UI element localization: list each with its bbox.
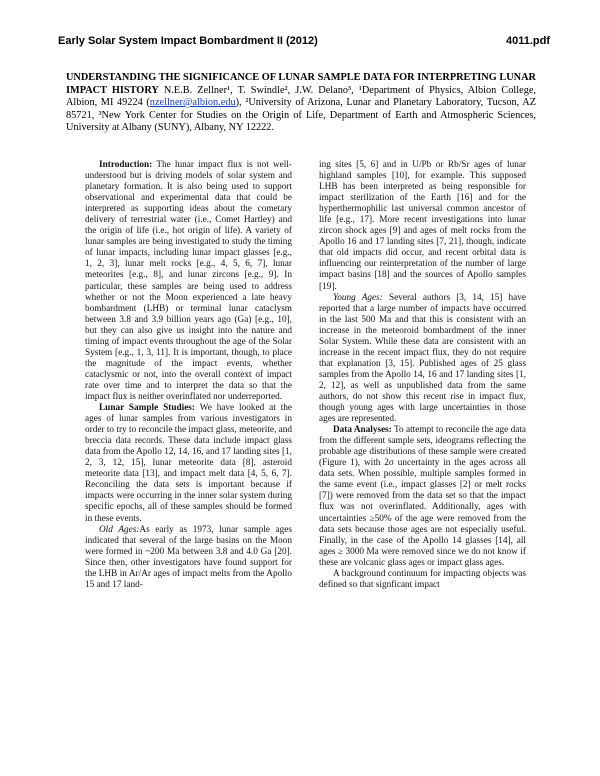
young-ages-text: Several authors [3, 14, 15] have reported that a large number of impacts have occurred in the last 500 Ma and that this is consistent with an increase in the meteoroid bombardment of the inner Solar System. While these data are consistent with an increase in the recent impact flux, they do not require that explanation [3, 15]. Published ages of 25 glass samples from the Apollo 14, 16 and 17 landing sites [1, 2, 12], as well as unpublished data from the same authors, do not show this recent rise in impact flux, though young ages with large uncertainties in those ages are represented. [319,292,526,425]
right-column [319,160,526,591]
author-email-link[interactable]: nzellner@albion.edu [149,97,236,109]
paper-title: UNDERSTANDING THE SIGNIFICANCE OF LUNAR SAMPLE DATA FOR INTERPRETING LUNAR IMPACT HISTORY [66,72,536,96]
analyses-text: To attempt to reconcile the age data from the different sample sets, ideograms reflecting the probable age distributions of these sample were created (Figure 1), with 2σ uncertainty in the ages across all data sets. When possible, multiple samples formed in the same event (i.e., impact glasses [2] or melt rocks [7]) were removed from the data set so that the impact flux was not overinflated. Additionally, ages with uncertainties ≥50% of the age were removed from the data sets because those ages are not especially useful. Finally, in the case of the Apollo 14 glasses [14], all ages ≥ 3000 Ma were removed since we do not know if these are volcanic glass ages or impact glass ages. [319,425,526,568]
old-ages-heading: Old Ages: [99,524,140,535]
young-ages-paragraph [319,293,526,426]
authors: N.E.B. Zellner¹, T. Swindle², J.W. Delano³, ¹Department of Physics, Albion College, Albion, MI 49224 ( [66,84,536,109]
intro-text: The lunar impact flux is not well-understood but is driving models of solar system and planetary formation. It is also being used to support observational and experimental data that could be interpreted as supporting ideas about the cometary delivery of terrestrial water (i.e., Comet Hartley) and the origin of life (i.e., hot origin of life). A variety of lunar samples are being investigated to study the timing of lunar impacts, including lunar impact glasses [e.g., 1, 2, 3], lunar melt rocks [e.g., 4, 5, 6, 7], lunar meteorites [e.g., 8], and lunar zircons [e.g., 9]. In particular, these samples are being used to address whether or not the Moon experienced a late heavy bombardment (LHB) or terminal lunar cataclysm between 3.8 and 3.9 billion years ago (Ga) [e.g., 10], but they can also give us insight into the nature and timing of impact events throughout the age of the Solar System [e.g., 1, 3, 11]. It is important, though, to place the magnitude of the impact events, whether cataclysmic or not, into the overall context of impact rate over time and to interpret the data so that the impact flux is neither overinflated nor underreported. [85,160,292,402]
intro-heading: Introduction: [99,160,153,170]
old-ages-continued: ing sites [5, 6] and in U/Pb or Rb/Sr ages of lunar highland samples [10], for example. This supposed LHB has been interpreted as being responsible for impact sterilization of the Earth [16] and for the hyperthermophilic last universal common ancestor of life [e.g., 17]. More recent investigations into lunar zircon shock ages [9] and ages of melt rocks from the Apollo 16 and 17 landing sites [7, 21], though, indicate that old impacts did occur, and recent orbital data is influencing our reinterpretation of the number of large impact basins [18] and the sources of Apollo samples [19]. [319,160,526,292]
conference-header: Early Solar System Impact Bombardment II (2012) [58,35,318,47]
title-block [66,72,536,135]
analyses-heading: Data Analyses: [333,425,392,436]
young-ages-heading: Young Ages: [333,292,383,303]
paper-id: 4011.pdf [505,35,550,47]
intro-paragraph [85,160,292,403]
affiliations: ), ²University of Arizona, Lunar and Planetary Laboratory, Tucson, AZ 85721, ³New York Center for Studies on the Origin of Life, Department of Earth and Atmospheric Sciences, University at Albany (SUNY), Albany, NY 12222. [66,97,536,134]
left-column [85,160,292,591]
old-ages-text: As early as 1973, lunar sample ages indicated that several of the large basins on the Moon were formed in ~200 Ma between 3.8 and 4.0 Ga [20]. Since then, other investigators have found support for the LHB in Ar/Ar ages of impact melts from the Apollo 15 and 17 land- [85,524,292,590]
samples-paragraph [85,403,292,525]
continuum-paragraph: A background continuum for impacting objects was defined so that signficant impact [319,568,526,590]
analyses-paragraph [319,425,526,569]
old-ages-paragraph [85,525,292,591]
samples-heading: Lunar Sample Studies: [99,403,195,414]
samples-text: We have looked at the ages of lunar samples from various investigators in order to try to reconcile the impact glass, meteorite, and breccia data records. These data include impact glass data from the Apollo 12, 14, 16, and 17 landing sites [1, 2, 3, 12, 15], lunar meteorite data [8], asteroid meteorite data [13], and impact melt data [4, 5, 6, 7]. Reconciling the data sets is important because if impacts were occurring in the inner solar system during specific epochs, all of these samples should be formed in these events. [85,403,293,524]
